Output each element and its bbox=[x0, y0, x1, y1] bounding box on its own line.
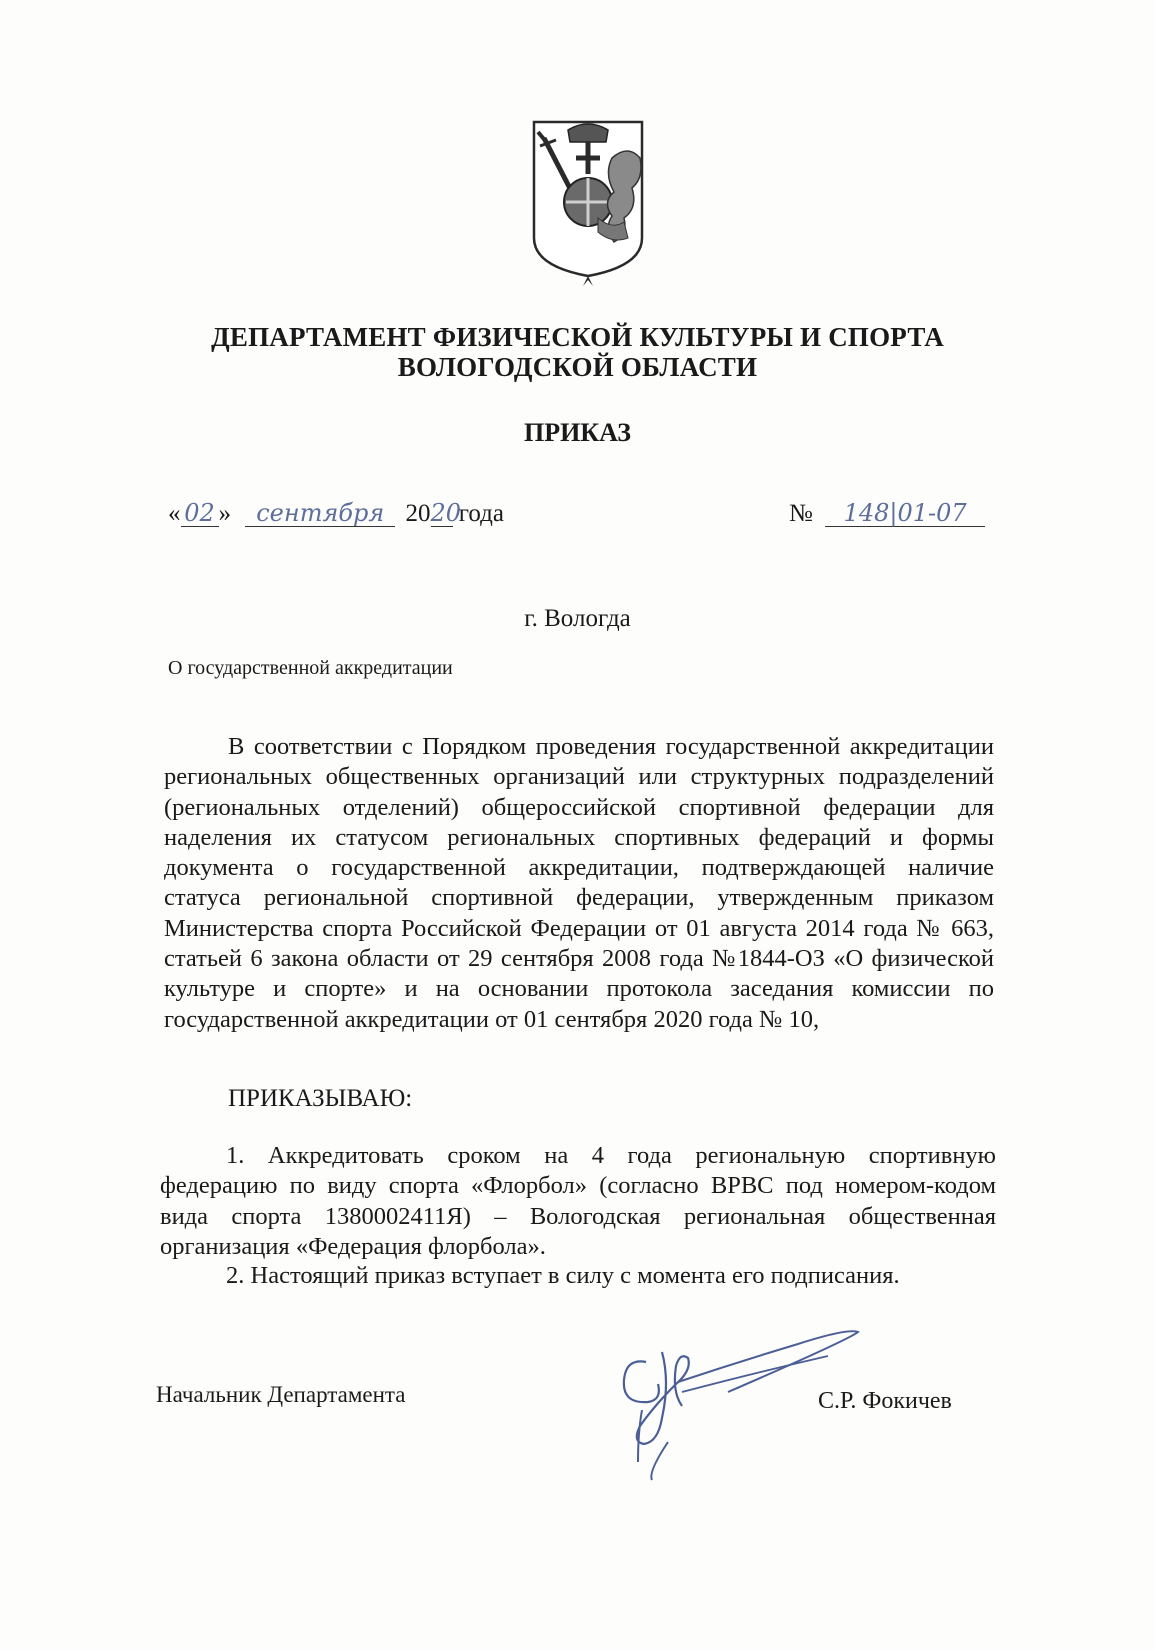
order-item-1: 1. Аккредитовать сроком на 4 года региональную спортивную федерацию по виду спорта «Флорбол» (согласно ВРВС под номером-кодом вида спорта 1380002411Я) – Вологодская региональная общественная организация «Федерация флорбола». bbox=[160, 1142, 996, 1260]
document-number-line bbox=[789, 500, 985, 528]
department-name-line1: ДЕПАРТАМЕНТ ФИЗИЧЕСКОЙ КУЛЬТУРЫ И СПОРТА bbox=[211, 322, 944, 352]
date-day: 02 bbox=[181, 500, 219, 527]
order-word: ПРИКАЗЫВАЮ: bbox=[228, 1085, 413, 1112]
date-year-word: года bbox=[458, 500, 504, 527]
preamble-paragraph: В соответствии с Порядком проведения государственной аккредитации региональных общественных организаций или структурных подразделений (региональных отделений) общероссийской спортивной федерации для наделения их статусом региональных спортивных федераций и формы документа о государственной аккредитации, подтверждающей наличие статуса региональной спортивной федерации, утвержденным приказом Министерства спорта Российской Федерации от 01 августа 2014 года № 663, статьей 6 закона области от 29 сентября 2008 года №1844-ОЗ «О физической культуре и спорте» и на основании протокола заседания комиссии по государственной аккредитации от 01 сентября 2020 года № 10, bbox=[164, 733, 994, 1033]
document-number: 148|01-07 bbox=[825, 500, 985, 527]
signatory-name: С.Р. Фокичев bbox=[818, 1388, 952, 1414]
date-year-suffix: 20 bbox=[430, 499, 462, 527]
document-subject: О государственной аккредитации bbox=[168, 657, 453, 679]
order-item-2: 2. Настоящий приказ вступает в силу с момента его подписания. bbox=[226, 1262, 900, 1289]
date-year-prefix: 20 bbox=[405, 500, 431, 527]
department-name-line2: ВОЛОГОДСКОЙ ОБЛАСТИ bbox=[397, 352, 758, 382]
document-type-title: ПРИКАЗ bbox=[523, 418, 632, 447]
date-close-quote: » bbox=[218, 500, 231, 527]
coat-of-arms-icon bbox=[528, 118, 648, 288]
date-month: сентября bbox=[245, 500, 395, 527]
signatory-position: Начальник Департамента bbox=[156, 1382, 406, 1407]
date-line bbox=[168, 500, 504, 528]
date-open-quote: « bbox=[168, 500, 181, 527]
number-sign: № bbox=[789, 500, 813, 527]
city-name: г. Вологда bbox=[524, 605, 631, 632]
